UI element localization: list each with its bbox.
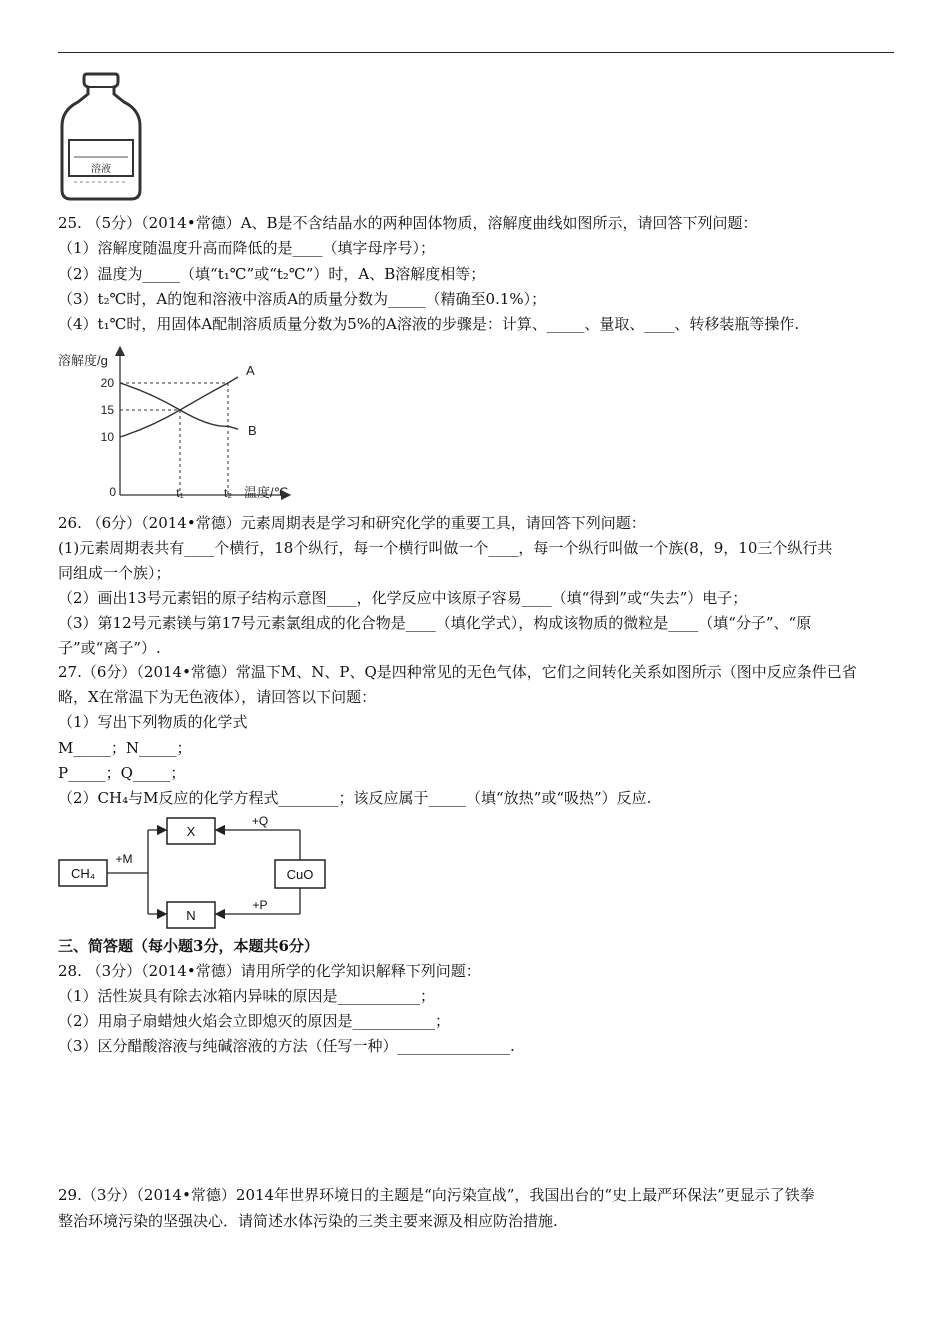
- q29-line-a: 29.（3分）（2014•常德）2014年世界环境日的主题是“向污染宣战”，我国出台的“史上最严环保法”更显示了铁拳: [58, 1186, 815, 1204]
- n-label: N: [186, 908, 196, 923]
- bottle-label-text: 溶液: [91, 164, 111, 175]
- q25-header: 25. （5分）（2014•常德）A、B是不含结晶水的两种固体物质，溶解度曲线如图所示，请回答下列问题：: [58, 214, 758, 232]
- q25-part1: （1）溶解度随温度升高而降低的是____（填字母序号）；: [58, 239, 436, 257]
- solubility-chart: [56, 345, 316, 507]
- plus-p-label: +P: [252, 898, 268, 912]
- plus-m-label: +M: [115, 852, 133, 866]
- q26-header: 26. （6分）（2014•常德）元素周期表是学习和研究化学的重要工具，请回答下列问题：: [58, 514, 646, 532]
- q26-part2: （2）画出13号元素铝的原子结构示意图____，化学反应中该原子容易____（填“得到”或“失去”）电子；: [58, 589, 748, 607]
- origin-label: 0: [109, 485, 116, 499]
- header-rule: [58, 52, 894, 53]
- series-b-label: B: [248, 423, 257, 439]
- q27-pq-blanks: P_____；Q_____；: [58, 764, 186, 782]
- q27-part2: （2）CH₄与M反应的化学方程式________；该反应属于_____（填“放热”或“吸热”）反应.: [58, 789, 652, 807]
- q26-part1b: 同组成一个族）；: [58, 564, 171, 582]
- q28-part2: （2）用扇子扇蜡烛火焰会立即熄灭的原因是___________；: [58, 1012, 451, 1030]
- x-axis-label: 温度/℃: [244, 485, 289, 500]
- series-b-curve: [120, 383, 228, 426]
- q27-mn-blanks: M_____；N_____；: [58, 739, 192, 757]
- y-axis-label: 溶解度/g: [58, 353, 108, 368]
- q27-part1: （1）写出下列物质的化学式: [58, 713, 248, 731]
- x-tick-label: t₁: [176, 486, 184, 500]
- q28-part1: （1）活性炭具有除去冰箱内异味的原因是___________；: [58, 987, 436, 1005]
- y-tick-label: 15: [100, 403, 114, 417]
- q28-header: 28. （3分）（2014•常德）请用所学的化学知识解释下列问题：: [58, 962, 481, 980]
- x-tick-label: t₂: [224, 486, 232, 500]
- reagent-bottle-figure: [56, 72, 146, 202]
- q27-header-a: 27.（6分）（2014•常德）常温下M、N、P、Q是四种常见的无色气体，它们之间转化关系如图所示（图中反应条件已省: [58, 663, 857, 681]
- q27-header-b: 略，X在常温下为无色液体），请回答以下问题：: [58, 688, 377, 706]
- conversion-diagram: [56, 810, 346, 932]
- series-a-extension: [228, 377, 238, 383]
- y-tick-label: 20: [100, 376, 114, 390]
- section3-title: 三、简答题（每小题3分，本题共6分）: [58, 937, 319, 955]
- q25-part2: （2）温度为_____（填“t₁℃”或“t₂℃”）时，A、B溶解度相等；: [58, 265, 486, 283]
- series-b-extension: [228, 426, 238, 429]
- cuo-label: CuO: [286, 867, 314, 882]
- q25-part3: （3）t₂℃时，A的饱和溶液中溶质A的质量分数为_____（精确至0.1%）；: [58, 290, 547, 308]
- q26-part3b: 子”或“离子”）.: [58, 639, 161, 657]
- q25-part4: （4）t₁℃时，用固体A配制溶质质量分数为5%的A溶液的步骤是：计算、_____、量取、____、转移装瓶等操作.: [58, 315, 800, 333]
- plus-q-label: +Q: [251, 814, 269, 828]
- x-label: X: [186, 824, 196, 839]
- q29-line-b: 整治环境污染的坚强决心．请简述水体污染的三类主要来源及相应防治措施.: [58, 1212, 558, 1230]
- q28-part3: （3）区分醋酸溶液与纯碱溶液的方法（任写一种）_______________.: [58, 1037, 515, 1055]
- q26-part3a: （3）第12号元素镁与第17号元素氯组成的化合物是____（填化学式），构成该物质的微粒是____（填“分子”、“原: [58, 614, 812, 632]
- q26-part1a: (1)元素周期表共有____个横行，18个纵行，每一个横行叫做一个____，每一个纵行叫做一个族(8，9，10三个纵行共: [58, 539, 833, 557]
- y-tick-label: 10: [100, 430, 114, 444]
- bottle-outline: [62, 74, 140, 199]
- series-a-label: A: [246, 363, 255, 378]
- ch4-label: CH₄: [70, 866, 96, 881]
